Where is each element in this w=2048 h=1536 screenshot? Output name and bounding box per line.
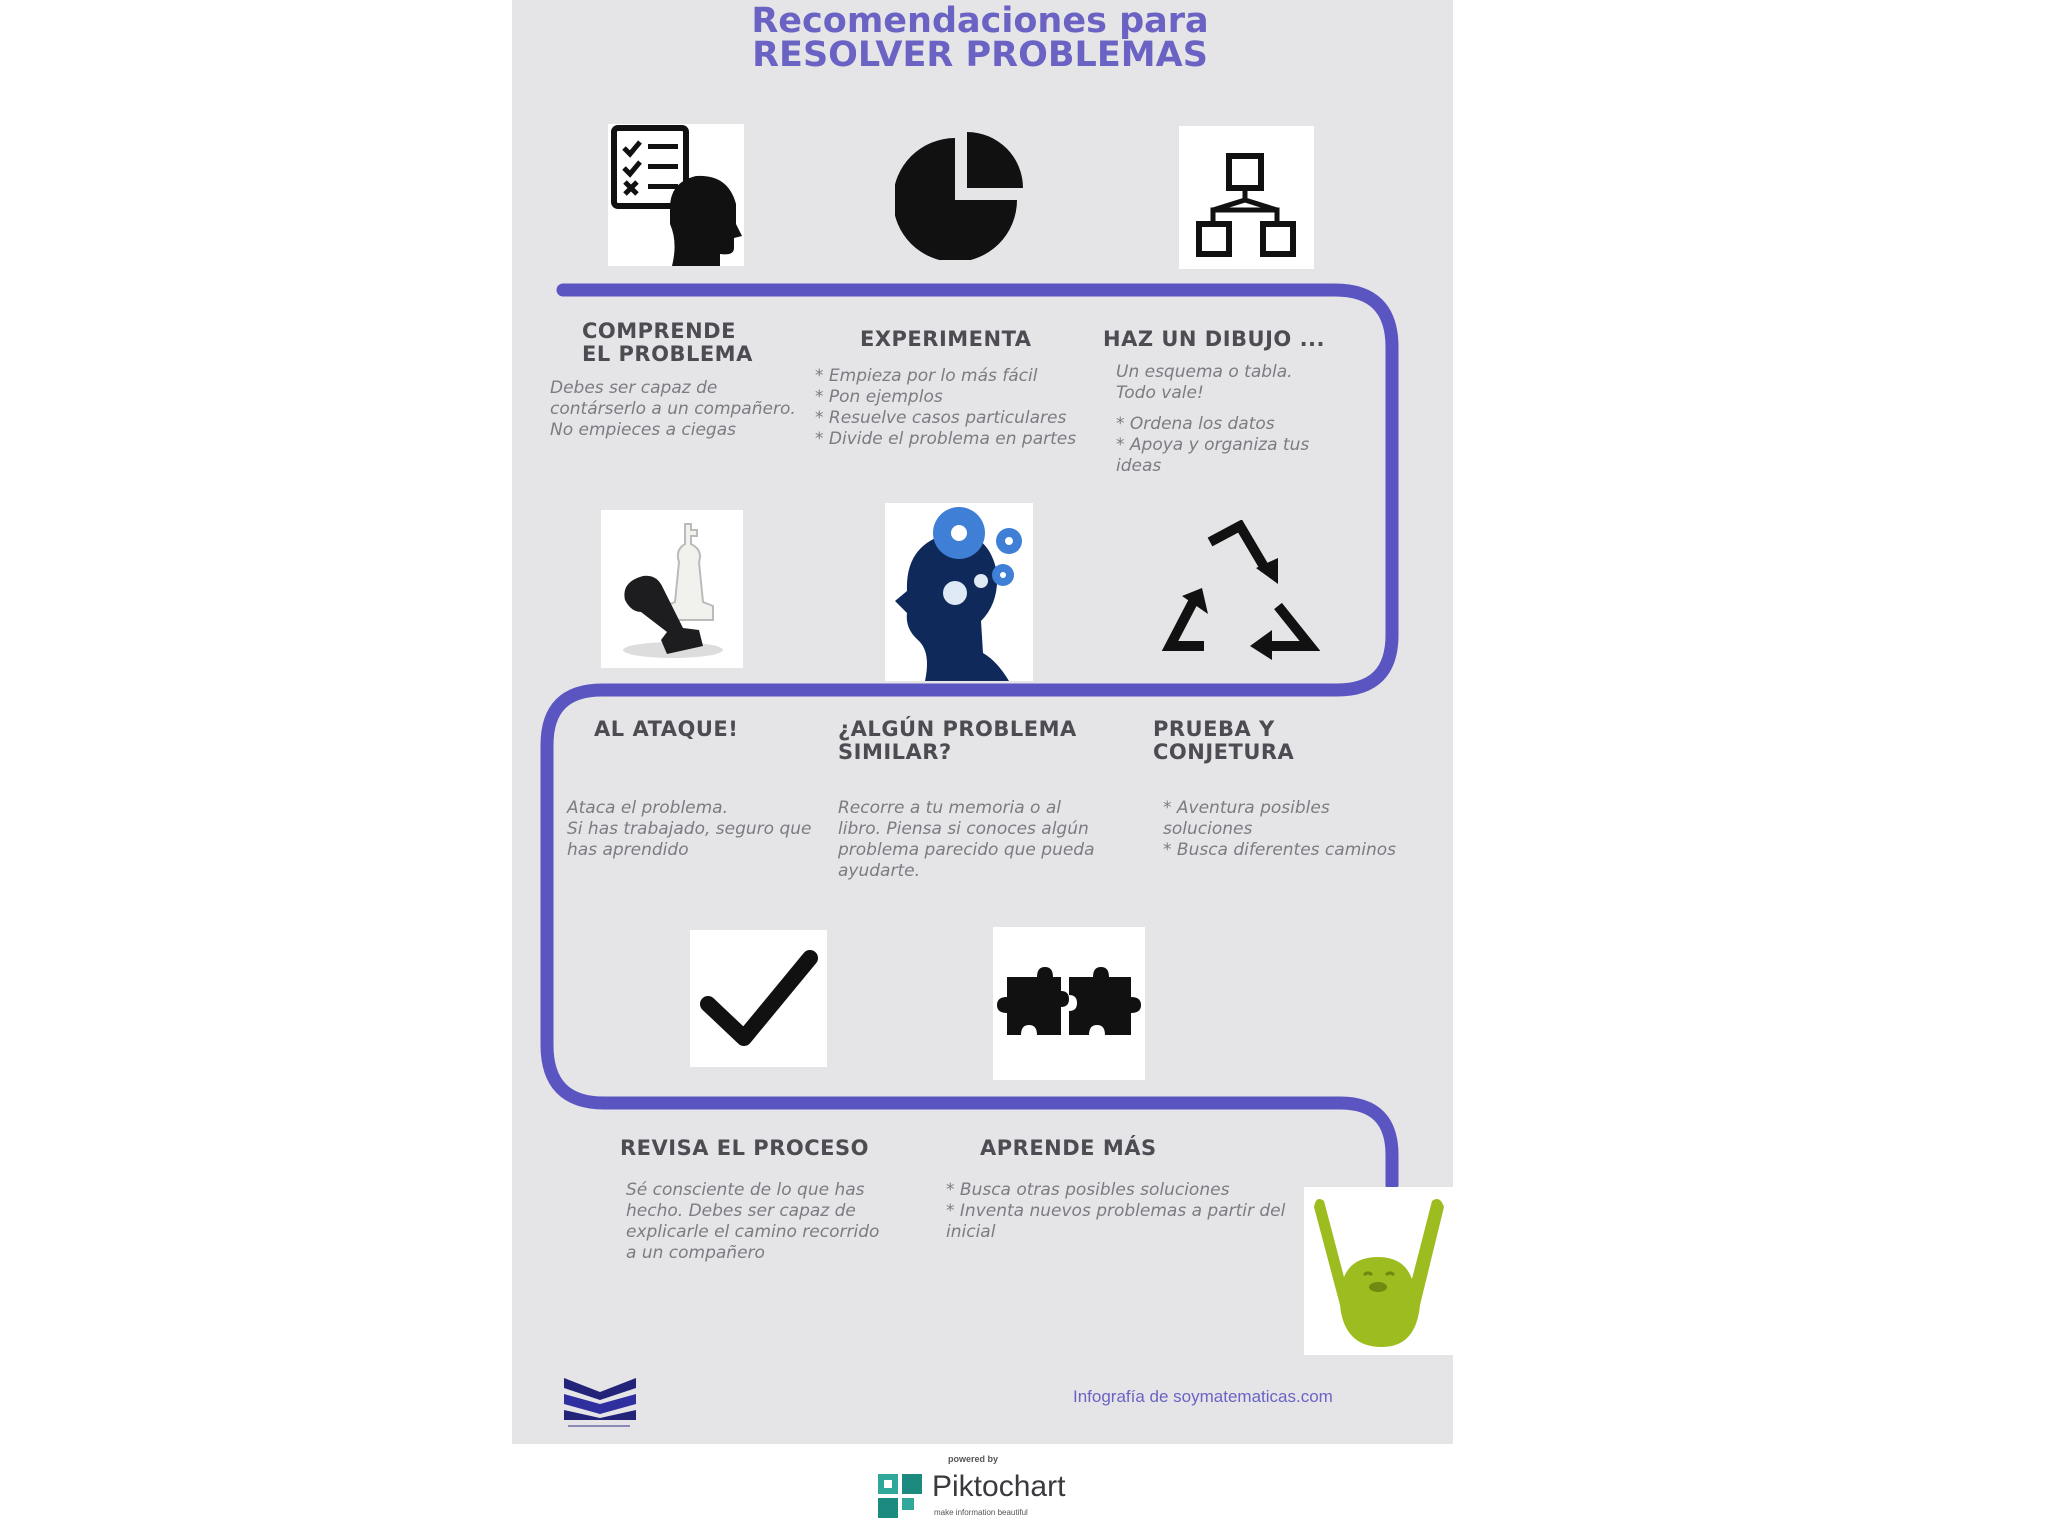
hierarchy-icon (1179, 126, 1314, 269)
powered-by-text: powered by (948, 1454, 999, 1464)
step-5-heading: ¿ALGÚN PROBLEMA SIMILAR? (838, 717, 1077, 764)
piktochart-logo-icon (876, 1472, 924, 1520)
title-line-2: RESOLVER PROBLEMAS (752, 35, 1208, 75)
step-6-heading: PRUEBA Y CONJETURA (1153, 717, 1295, 764)
chess-pieces-icon (601, 510, 743, 668)
bowtie-logo-icon (562, 1374, 638, 1430)
step-6-text: * Aventura posibles soluciones * Busca diferentes caminos (1163, 798, 1397, 860)
pie-chart-icon (895, 130, 1025, 260)
step-2-heading: EXPERIMENTA (860, 327, 1032, 351)
step-7-text: Sé consciente de lo que has hecho. Debes ser capaz de explicarle el camino recorrido a un compañero (626, 1180, 880, 1263)
piktochart-brand (932, 1470, 1065, 1504)
step-1-heading: COMPRENDE EL PROBLEMA (582, 319, 753, 366)
cheering-figure-icon (1304, 1187, 1453, 1355)
recycle-arrows-icon (1160, 520, 1320, 660)
puzzle-icon (993, 927, 1145, 1080)
step-7-heading: REVISA EL PROCESO (620, 1136, 869, 1160)
checklist-head-icon (608, 124, 744, 266)
step-3-text-bullets: * Ordena los datos * Apoya y organiza tus ideas (1116, 414, 1310, 476)
piktochart-brand-light: chart (998, 1470, 1066, 1503)
step-5-text: Recorre a tu memoria o al libro. Piensa si conoces algún problema parecido que pueda ayudarte. (838, 798, 1095, 881)
piktochart-brand-bold: Pikto (932, 1470, 999, 1503)
head-gears-icon (885, 503, 1033, 681)
step-4-text: Ataca el problema. Si has trabajado, seguro que has aprendido (567, 798, 812, 860)
step-2-text: * Empieza por lo más fácil * Pon ejemplos * Resuelve casos particulares * Divide el problema en partes (815, 366, 1077, 449)
checkmark-icon (690, 930, 827, 1067)
title-line-1: Recomendaciones para (751, 1, 1209, 41)
piktochart-tagline: make information beautiful (934, 1508, 1028, 1517)
step-8-heading: APRENDE MÁS (980, 1136, 1157, 1160)
credit-text: Infografía de soymatematicas.com (1073, 1387, 1333, 1406)
step-3-heading: HAZ UN DIBUJO ... (1103, 327, 1326, 351)
step-8-text: * Busca otras posibles soluciones * Inventa nuevos problemas a partir del inicial (946, 1180, 1286, 1242)
step-4-heading: AL ATAQUE! (594, 717, 739, 741)
step-3-text: Un esquema o tabla. Todo vale! (1116, 362, 1293, 403)
step-1-text: Debes ser capaz de contárserlo a un compañero. No empieces a ciegas (550, 378, 796, 440)
